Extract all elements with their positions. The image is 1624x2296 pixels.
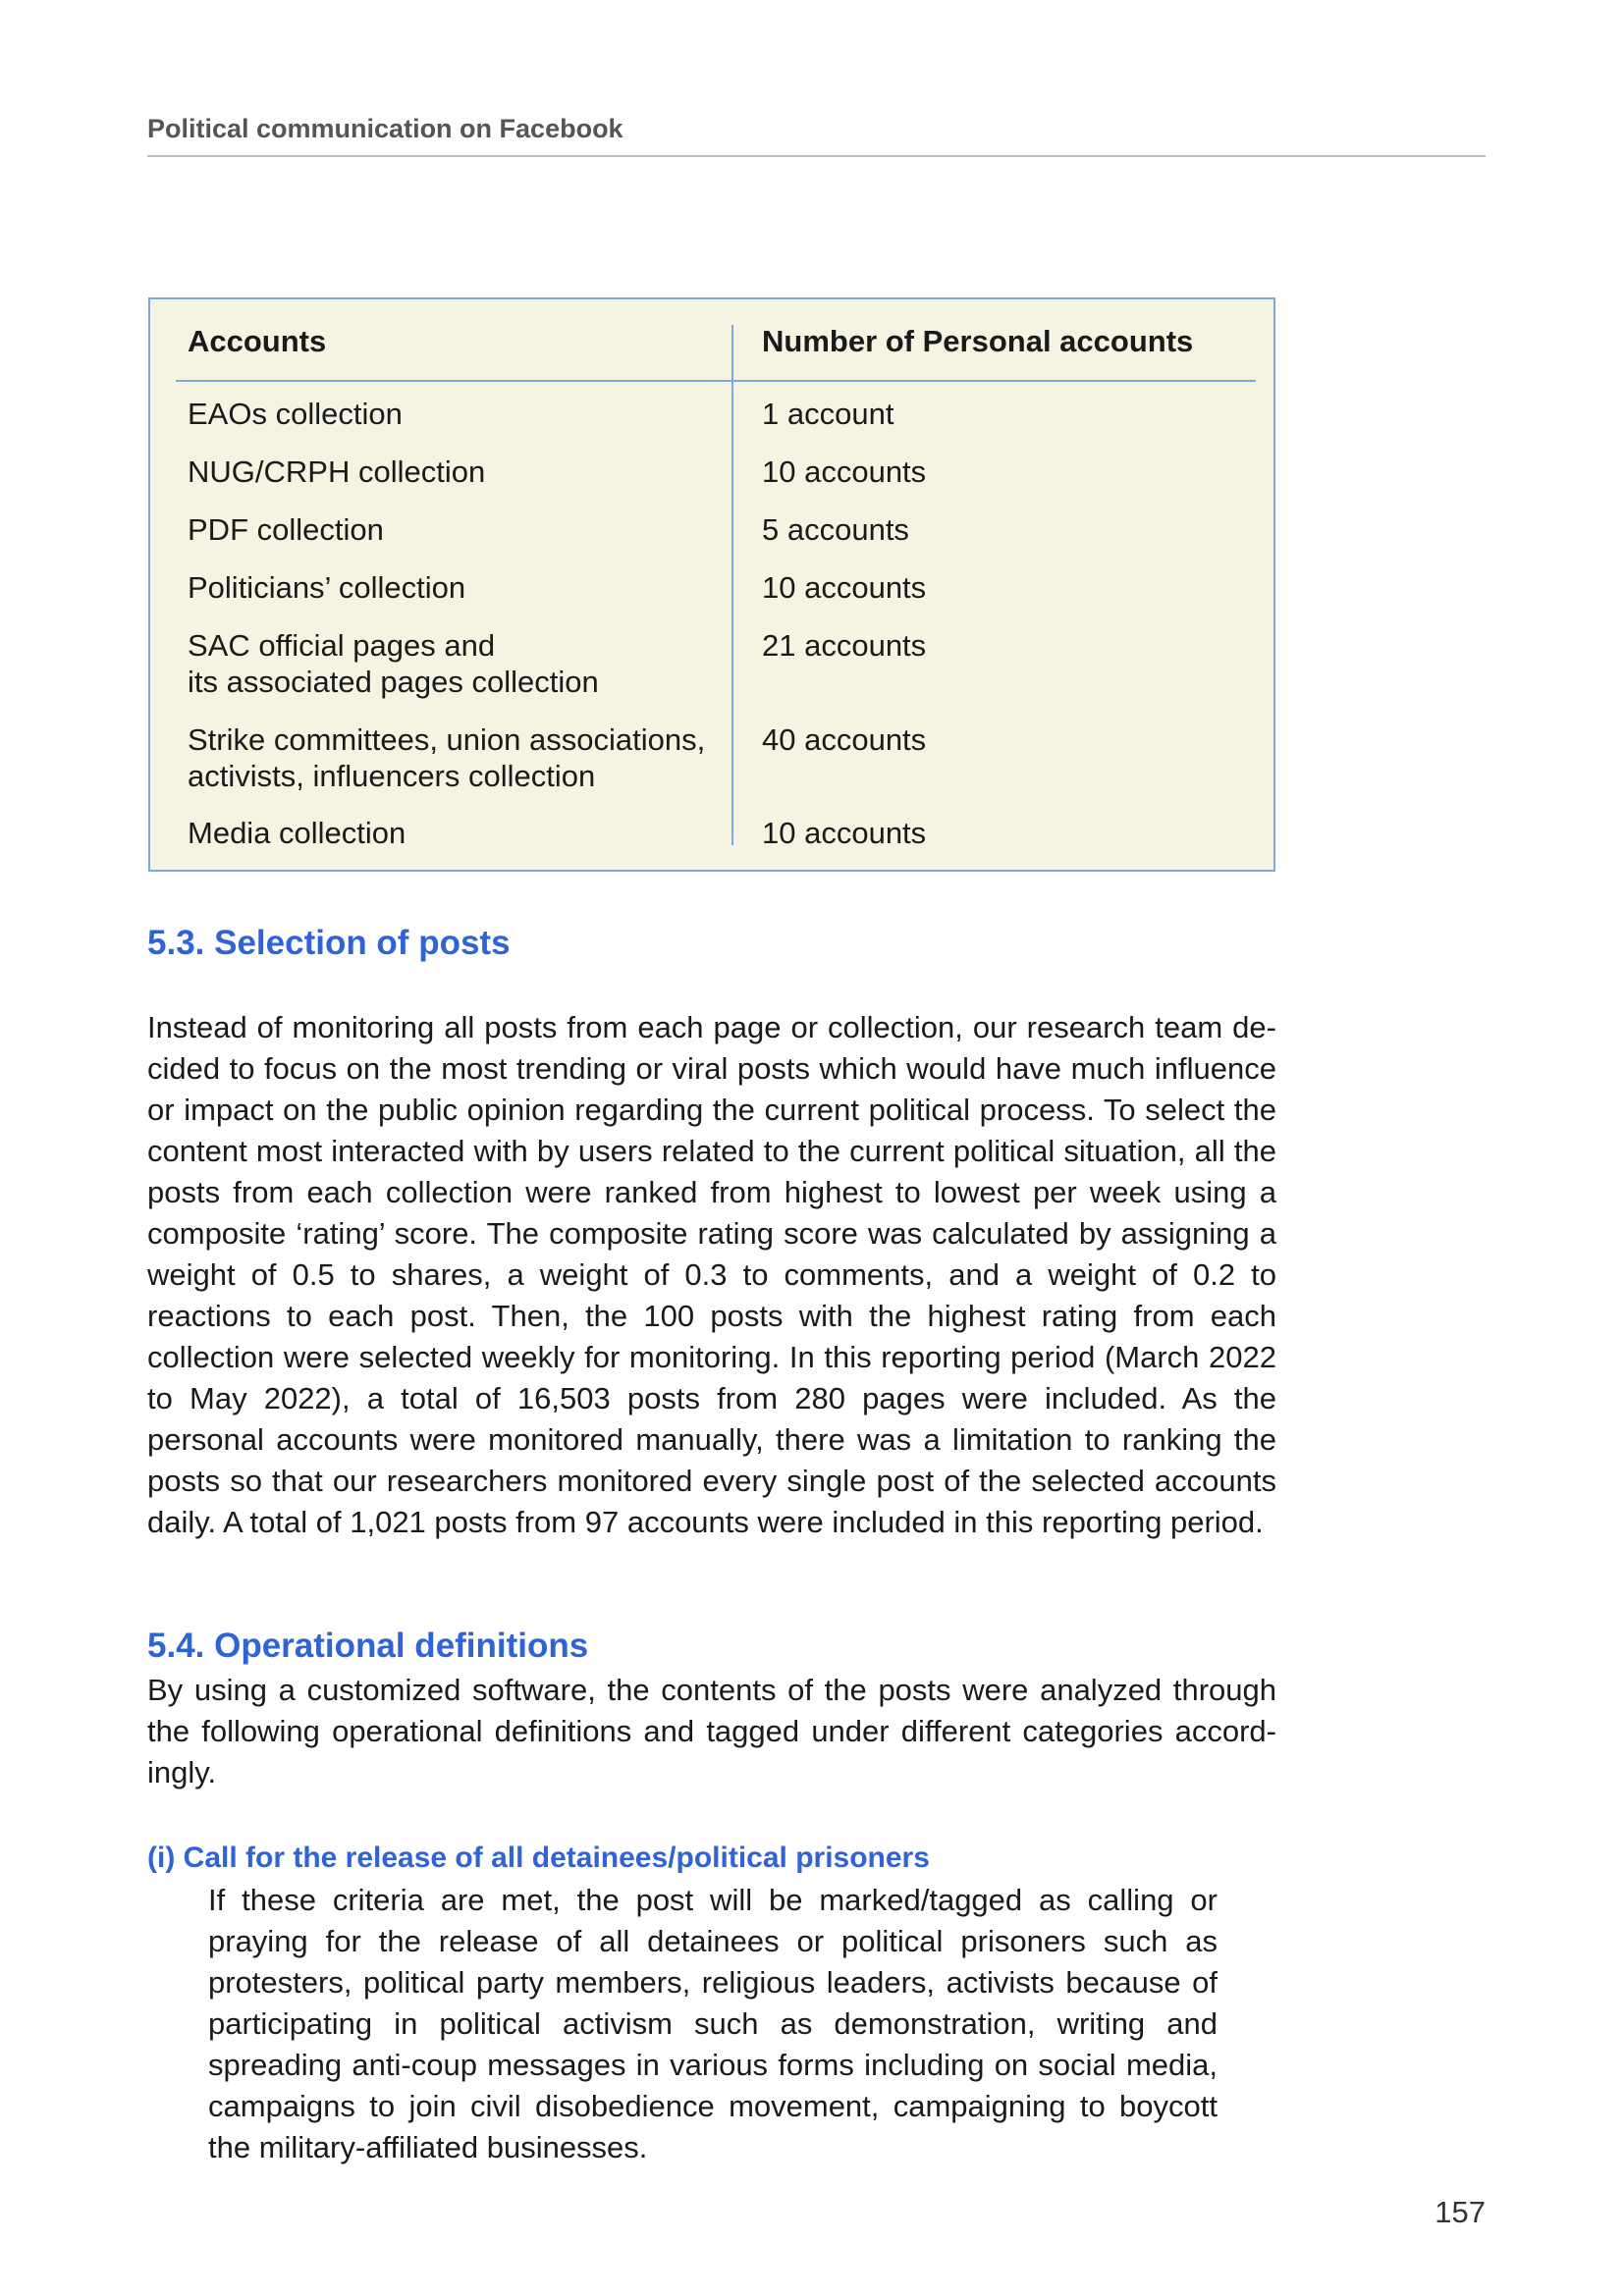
section-title-5-3: 5.3. Selection of posts	[147, 924, 511, 962]
table-cell-account: Strike committees, union associations,	[188, 722, 706, 757]
table-header-number: Number of Personal accounts	[762, 324, 1194, 358]
table-header-divider	[176, 380, 1256, 382]
section-title-5-4: 5.4. Operational definitions	[147, 1627, 589, 1665]
section-5-3-paragraph: Instead of monitoring all posts from each page or collection, our research team decided to focus on the most trending or viral posts which would have much influence or impact on the public opinion regarding the current political process. To select the content most interacted with by users related to the current political situation, all the posts from each collection were ranked from highest to lowest per week using a composite ‘rating’ score. The composite rating score was calculated by assigning a weight of 0.5 to shares, a weight of 0.3 to comments, and a weight of 0.2 to reactions to each post. Then, the 100 posts with the highest rating from each collection were selected weekly for monitoring. In this reporting period (March 2022 to May 2022), a total of 16,503 posts from 280 pages were included. As the personal accounts were monitored manually, there was a limitation to ranking the posts so that our researchers monitored every single post of the selected accounts daily. A total of 1,021 posts from 97 accounts were included in this reporting period.	[147, 1010, 1276, 1539]
table-cell-account: NUG/CRPH collection	[188, 454, 486, 489]
table-cell-account: Media collection	[188, 816, 406, 850]
table-cell-number: 1 account	[762, 397, 894, 431]
subsection-i-paragraph: If these criteria are met, the post will be marked/tagged as calling or praying for the release of all detainees or political prisoners such as protesters, political party members, religious leaders, activists because of participating in political activism such as demonstration, writing and spreading anti-coup messages in various forms including on social media, campaigns to join civil disobedience movement, campaigning to boycott the military-affiliated businesses.	[208, 1883, 1218, 2164]
page-number: 157	[1435, 2195, 1486, 2229]
table-cell-number: 10 accounts	[762, 570, 927, 605]
table-cell-account-line2: activists, influencers collection	[188, 759, 596, 793]
table-cell-account-line2: its associated pages collection	[188, 665, 599, 699]
running-head: Political communication on Facebook	[147, 114, 623, 143]
table-column-divider	[731, 325, 733, 845]
subsection-title-i: (i) Call for the release of all detainees/political prisoners	[147, 1842, 930, 1874]
section-5-4-paragraph: By using a customized software, the contents of the posts were analyzed through the following operational definitions and tagged under different categories accordingly.	[147, 1673, 1276, 1789]
table-cell-number: 40 accounts	[762, 722, 927, 757]
table-cell-number: 10 accounts	[762, 816, 927, 850]
table-cell-account: SAC official pages and	[188, 628, 496, 663]
accounts-table	[148, 297, 1275, 872]
table-cell-account: PDF collection	[188, 512, 384, 547]
header-divider	[147, 155, 1486, 157]
table-header-accounts: Accounts	[188, 324, 327, 358]
table-cell-account: Politicians’ collection	[188, 570, 466, 605]
table-cell-number: 10 accounts	[762, 454, 927, 489]
table-cell-account: EAOs collection	[188, 397, 403, 431]
table-cell-number: 5 accounts	[762, 512, 909, 547]
table-cell-number: 21 accounts	[762, 628, 927, 663]
